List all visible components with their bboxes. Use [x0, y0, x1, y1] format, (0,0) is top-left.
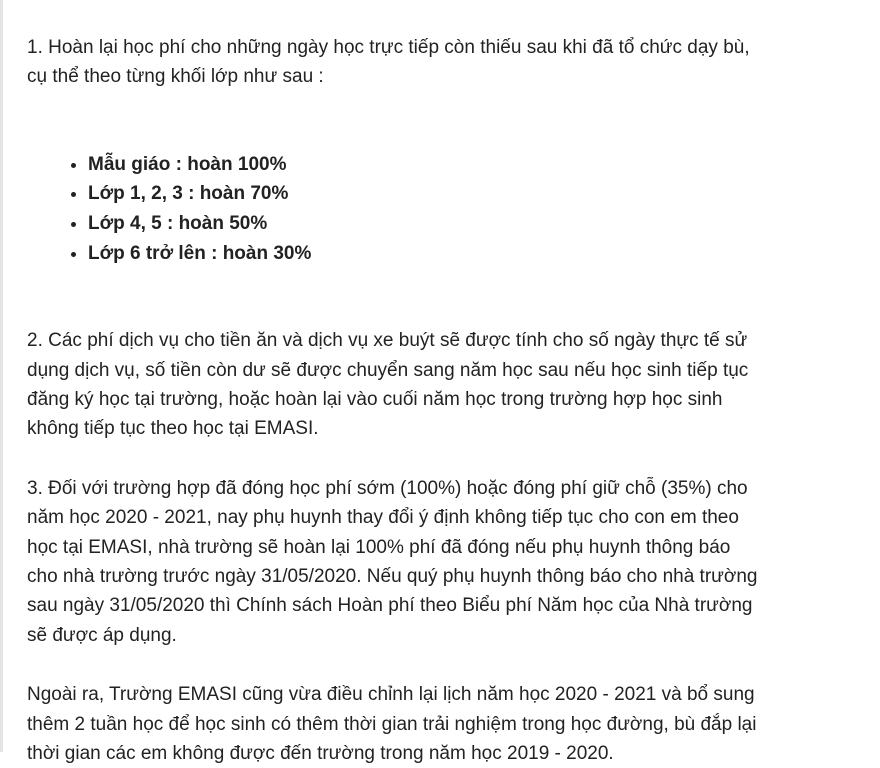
text-line: Ngoài ra, Trường EMASI cũng vừa điều chỉnh lại lịch năm học 2020 - 2021 và bổ sung: [27, 684, 755, 706]
text-line: thời gian các em không được đến trường trong năm học 2019 - 2020.: [27, 743, 614, 765]
text-line: sau ngày 31/05/2020 thì Chính sách Hoàn phí theo Biểu phí Năm học của Nhà trường: [27, 595, 753, 617]
text-line: cụ thể theo từng khối lớp như sau :: [27, 66, 324, 88]
list-item: • Lớp 6 trở lên : hoàn 30%: [88, 239, 880, 269]
text-line: 3. Đối với trường hợp đã đóng học phí sớm (100%) hoặc đóng phí giữ chỗ (35%) cho: [27, 477, 748, 499]
paragraph-early-payment: [27, 474, 880, 650]
text-line: không tiếp tục theo học tại EMASI.: [27, 418, 319, 440]
text-line: sẽ được áp dụng.: [27, 624, 177, 646]
text-line: cho nhà trường trước ngày 31/05/2020. Nếu quý phụ huynh thông báo cho nhà trường: [27, 566, 758, 588]
refund-list: [27, 150, 880, 268]
paragraph-schedule-adjustment: [27, 680, 880, 768]
text-line: 2. Các phí dịch vụ cho tiền ăn và dịch vụ xe buýt sẽ được tính cho số ngày thực tế sử: [27, 330, 748, 352]
paragraph-service-fees: [27, 326, 880, 444]
list-item: • Lớp 1, 2, 3 : hoàn 70%: [88, 179, 880, 209]
text-line: học tại EMASI, nhà trường sẽ hoàn lại 100% phí đã đóng nếu phụ huynh thông báo: [27, 536, 731, 558]
text-line: thêm 2 tuần học để học sinh có thêm thời gian trải nghiệm trong học đường, bù đắp lại: [27, 713, 757, 735]
text-line: 1. Hoàn lại học phí cho những ngày học trực tiếp còn thiếu sau khi đã tổ chức dạy bù,: [27, 37, 750, 58]
text-line: dụng dịch vụ, số tiền còn dư sẽ được chuyển sang năm học sau nếu học sinh tiếp tục: [27, 359, 749, 381]
list-item: • Lớp 4, 5 : hoàn 50%: [88, 209, 880, 239]
paragraph-refund-tuition: [27, 33, 880, 92]
document-body: [27, 33, 880, 768]
list-item: • Mẫu giáo : hoàn 100%: [88, 150, 880, 180]
text-line: đăng ký học tại trường, hoặc hoàn lại vào cuối năm học trong trường hợp học sinh: [27, 389, 723, 410]
left-border: [0, 0, 3, 752]
text-line: năm học 2020 - 2021, nay phụ huynh thay đổi ý định không tiếp tục cho con em theo: [27, 507, 739, 529]
